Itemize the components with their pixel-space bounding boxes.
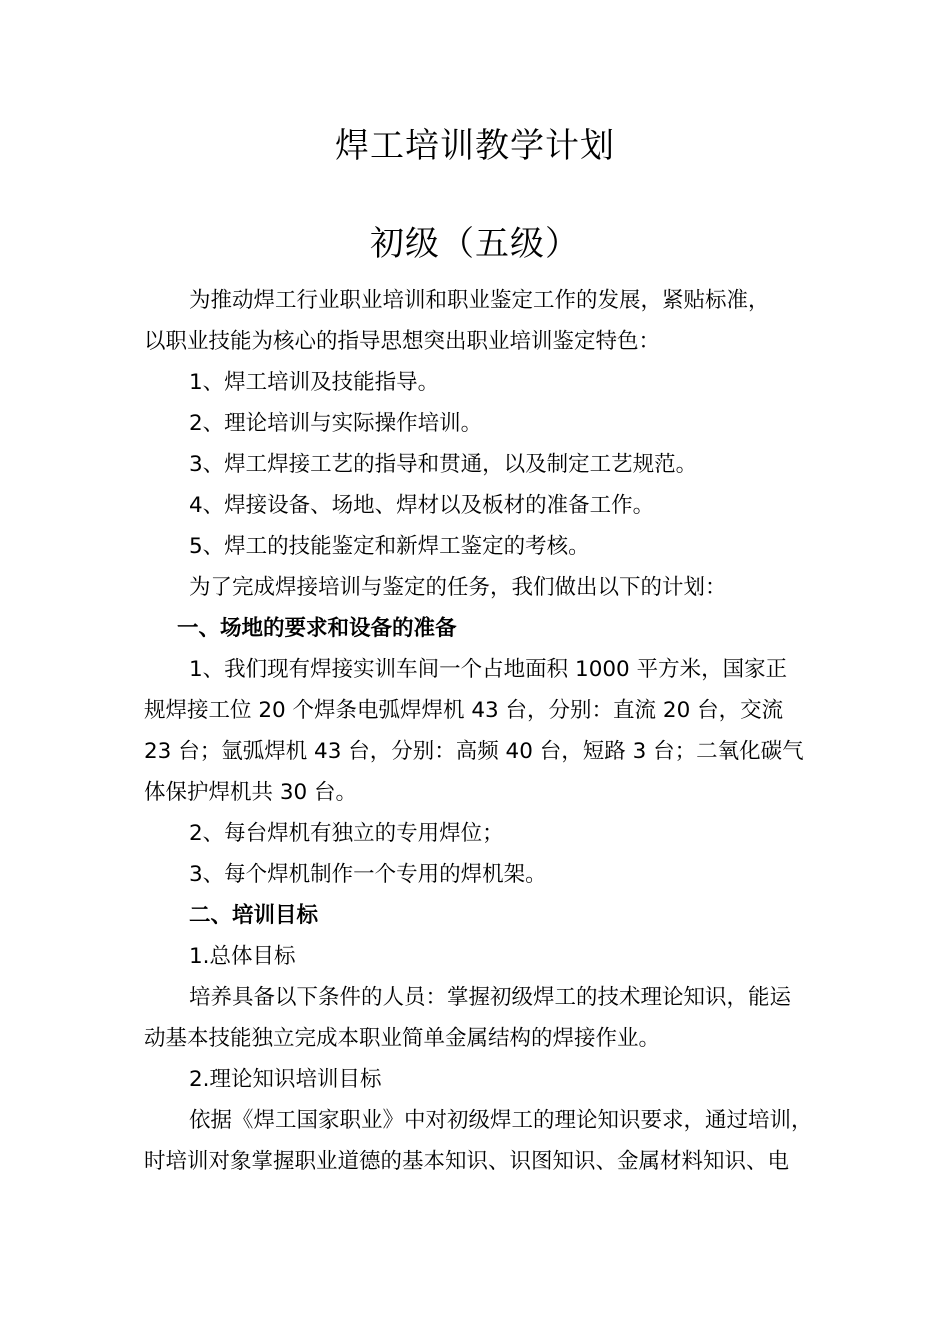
subsection-heading: 2.理论知识培训目标: [189, 1067, 382, 1092]
paragraph-line: 依据《焊工国家职业》中对初级焊工的理论知识要求，通过培训，: [189, 1108, 813, 1133]
subsection-heading: 1.总体目标: [189, 944, 296, 969]
paragraph-line: 1、我们现有焊接实训车间一个占地面积 1000 平方米，国家正: [189, 657, 788, 682]
paragraph-line: 规焊接工位 20 个焊条电弧焊焊机 43 台，分别：直流 20 台，交流: [144, 698, 784, 723]
feature-item: 4、焊接设备、场地、焊材以及板材的准备工作。: [189, 493, 655, 518]
document-subtitle: 初级（五级）: [370, 224, 580, 264]
feature-item: 1、焊工培训及技能指导。: [189, 370, 440, 395]
section-heading: 一、场地的要求和设备的准备: [177, 616, 457, 641]
feature-item: 3、焊工焊接工艺的指导和贯通，以及制定工艺规范。: [189, 452, 698, 477]
feature-item: 5、焊工的技能鉴定和新焊工鉴定的考核。: [189, 534, 590, 559]
intro-line: 以职业技能为核心的指导思想突出职业培训鉴定特色：: [144, 329, 661, 354]
paragraph-line: 时培训对象掌握职业道德的基本知识、识图知识、金属材料知识、电: [144, 1149, 790, 1174]
document-body: [144, 280, 813, 1182]
section-heading: 二、培训目标: [189, 903, 319, 928]
paragraph-line: 培养具备以下条件的人员：掌握初级焊工的技术理论知识，能运: [189, 985, 792, 1010]
paragraph-line: 动基本技能独立完成本职业简单金属结构的焊接作业。: [144, 1026, 661, 1051]
feature-item: 2、理论培训与实际操作培训。: [189, 411, 483, 436]
paragraph-line: 体保护焊机共 30 台。: [144, 780, 358, 805]
list-item: 2、每台焊机有独立的专用焊位；: [189, 821, 504, 846]
paragraph-line: 23 台；氩弧焊机 43 台，分别：高频 40 台，短路 3 台；二氧化碳气: [144, 739, 804, 764]
list-item: 3、每个焊机制作一个专用的焊机架。: [189, 862, 547, 887]
intro-line: 为推动焊工行业职业培训和职业鉴定工作的发展，紧贴标准，: [189, 288, 770, 313]
document-title: 焊工培训教学计划: [335, 126, 615, 166]
plan-intro: 为了完成焊接培训与鉴定的任务，我们做出以下的计划：: [189, 575, 727, 600]
